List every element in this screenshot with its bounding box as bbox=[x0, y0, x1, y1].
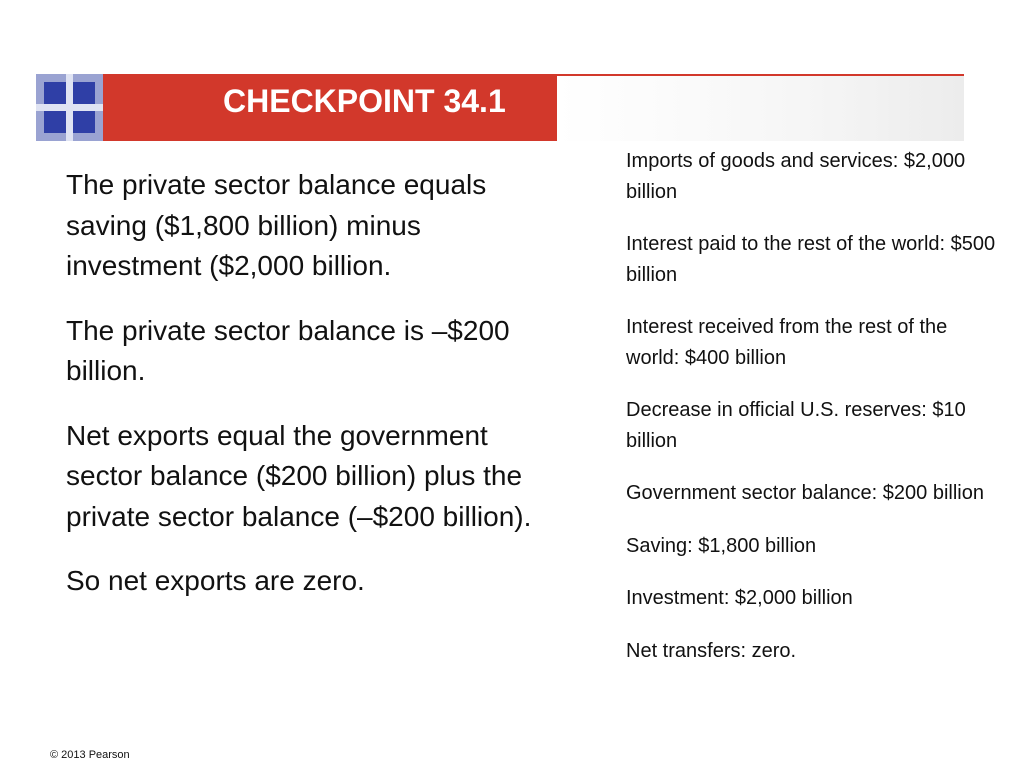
data-item: Interest received from the rest of the world: $400 billion bbox=[626, 316, 948, 369]
data-item: Saving: $1,800 billion bbox=[626, 534, 817, 557]
left-paragraph: Net exports equal the government sector balance ($200 billion) plus the private sector balance (–$200 billion). bbox=[66, 419, 532, 532]
left-paragraph: So net exports are zero. bbox=[66, 565, 365, 596]
left-paragraph: The private sector balance is –$200 billion. bbox=[66, 314, 510, 386]
copyright-footer: © 2013 Pearson bbox=[50, 749, 130, 761]
slide-header bbox=[36, 74, 964, 141]
logo-grid-icon bbox=[36, 74, 103, 141]
data-item: Investment: $2,000 billion bbox=[626, 587, 853, 609]
data-item: Interest paid to the rest of the world: $500 billion bbox=[626, 233, 996, 286]
data-item: Net transfers: zero. bbox=[626, 639, 797, 662]
slide-title: CHECKPOINT 34.1 bbox=[223, 83, 506, 119]
data-item: Government sector balance: $200 billion bbox=[626, 482, 984, 504]
header-fade bbox=[557, 76, 964, 141]
data-item: Imports of goods and services: $2,000 billion bbox=[626, 150, 966, 203]
left-column bbox=[66, 165, 536, 626]
data-item: Decrease in official U.S. reserves: $10 billion bbox=[626, 399, 966, 452]
left-paragraph: The private sector balance equals saving ($1,800 billion) minus investment ($2,000 billion. bbox=[66, 169, 487, 281]
title-bar bbox=[103, 74, 557, 141]
right-column bbox=[626, 146, 1006, 688]
